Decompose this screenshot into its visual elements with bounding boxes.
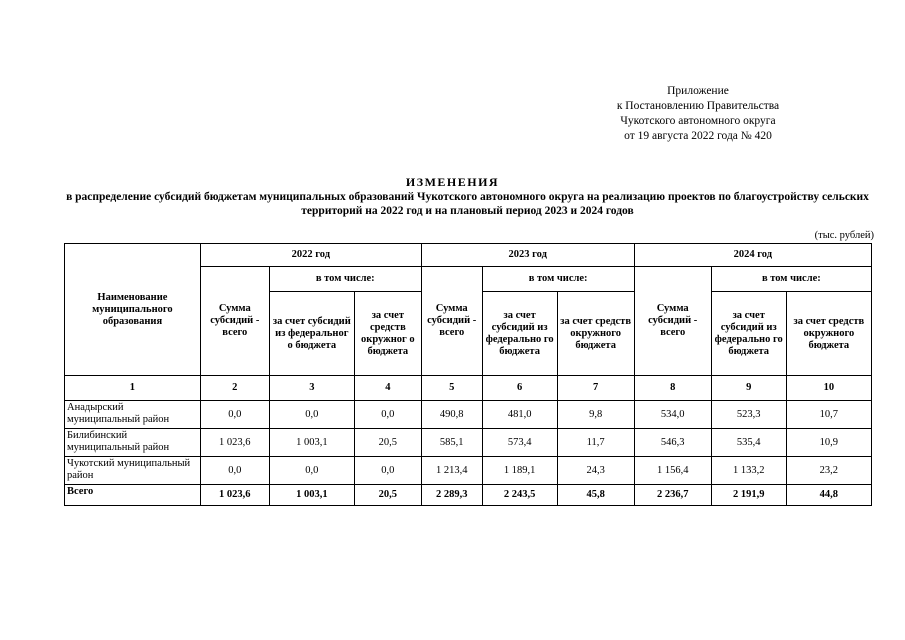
row-name: Анадырский муниципальный район (65, 401, 201, 429)
cell-value: 0,0 (200, 401, 269, 429)
cell-value: 490,8 (421, 401, 482, 429)
cell-value: 1 213,4 (421, 457, 482, 485)
total-value: 2 289,3 (421, 485, 482, 506)
cell-value: 1 023,6 (200, 429, 269, 457)
header-row-years (65, 244, 872, 267)
cell-value: 23,2 (786, 457, 871, 485)
total-value: 44,8 (786, 485, 871, 506)
document-title: ИЗМЕНЕНИЯ (405, 175, 500, 189)
table-row (65, 457, 872, 485)
header-including: в том числе: (269, 267, 421, 292)
cell-value: 523,3 (711, 401, 786, 429)
appendix-line: к Постановлению Правительства (616, 100, 780, 112)
column-number: 4 (354, 376, 421, 401)
cell-value: 11,7 (557, 429, 634, 457)
document-subtitle: в распределение субсидий бюджетам муниципальных образований Чукотского автономного округа на реализацию проектов по благоустройству сельских территорий на 2022 год и на плановый период 2023 и 2024 годов (66, 191, 869, 217)
cell-value: 20,5 (354, 429, 421, 457)
total-value: 2 243,5 (482, 485, 557, 506)
header-federal: за счет субсидий из федерально го бюджета (482, 292, 557, 376)
cell-value: 573,4 (482, 429, 557, 457)
cell-value: 0,0 (354, 401, 421, 429)
cell-value: 10,9 (786, 429, 871, 457)
cell-value: 534,0 (634, 401, 711, 429)
cell-value: 1 189,1 (482, 457, 557, 485)
cell-value: 10,7 (786, 401, 871, 429)
cell-value: 1 003,1 (269, 429, 354, 457)
total-value: 20,5 (354, 485, 421, 506)
column-number: 5 (421, 376, 482, 401)
header-including: в том числе: (711, 267, 871, 292)
column-number: 2 (200, 376, 269, 401)
cell-value: 1 156,4 (634, 457, 711, 485)
column-number: 9 (711, 376, 786, 401)
header-total: Сумма субсидий - всего (200, 267, 269, 376)
header-year: 2024 год (634, 244, 871, 267)
cell-value: 585,1 (421, 429, 482, 457)
header-year: 2023 год (421, 244, 634, 267)
appendix-line: Чукотского автономного округа (620, 115, 776, 127)
subsidy-table (64, 243, 872, 506)
header-district: за счет средств окружног о бюджета (354, 292, 421, 376)
cell-value: 546,3 (634, 429, 711, 457)
column-number: 10 (786, 376, 871, 401)
header-including: в том числе: (482, 267, 634, 292)
cell-value: 0,0 (200, 457, 269, 485)
total-label: Всего (65, 485, 201, 506)
cell-value: 535,4 (711, 429, 786, 457)
total-value: 1 003,1 (269, 485, 354, 506)
appendix-line: от 19 августа 2022 года № 420 (624, 130, 772, 142)
appendix-line: Приложение (667, 85, 729, 97)
column-number: 7 (557, 376, 634, 401)
appendix-block (592, 84, 804, 144)
cell-value: 1 133,2 (711, 457, 786, 485)
column-number: 8 (634, 376, 711, 401)
table-row (65, 429, 872, 457)
header-total: Сумма субсидий - всего (421, 267, 482, 376)
column-number: 1 (65, 376, 201, 401)
column-number-row (65, 376, 872, 401)
header-year: 2022 год (200, 244, 421, 267)
row-name: Чукотский муниципальный район (65, 457, 201, 485)
header-total: Сумма субсидий - всего (634, 267, 711, 376)
row-name: Билибинский муниципальный район (65, 429, 201, 457)
header-district: за счет средств окружного бюджета (557, 292, 634, 376)
column-number: 6 (482, 376, 557, 401)
total-value: 2 191,9 (711, 485, 786, 506)
header-federal: за счет субсидий из федерально го бюджета (711, 292, 786, 376)
header-name: Наименование муниципального образования (65, 244, 201, 376)
total-value: 2 236,7 (634, 485, 711, 506)
header-federal: за счет субсидий из федеральног о бюджета (269, 292, 354, 376)
cell-value: 481,0 (482, 401, 557, 429)
total-value: 45,8 (557, 485, 634, 506)
header-district: за счет средств окружного бюджета (786, 292, 871, 376)
total-row (65, 485, 872, 506)
cell-value: 0,0 (354, 457, 421, 485)
cell-value: 24,3 (557, 457, 634, 485)
cell-value: 0,0 (269, 401, 354, 429)
total-value: 1 023,6 (200, 485, 269, 506)
table-row (65, 401, 872, 429)
cell-value: 9,8 (557, 401, 634, 429)
cell-value: 0,0 (269, 457, 354, 485)
column-number: 3 (269, 376, 354, 401)
units-label: (тыс. рублей) (814, 230, 874, 241)
